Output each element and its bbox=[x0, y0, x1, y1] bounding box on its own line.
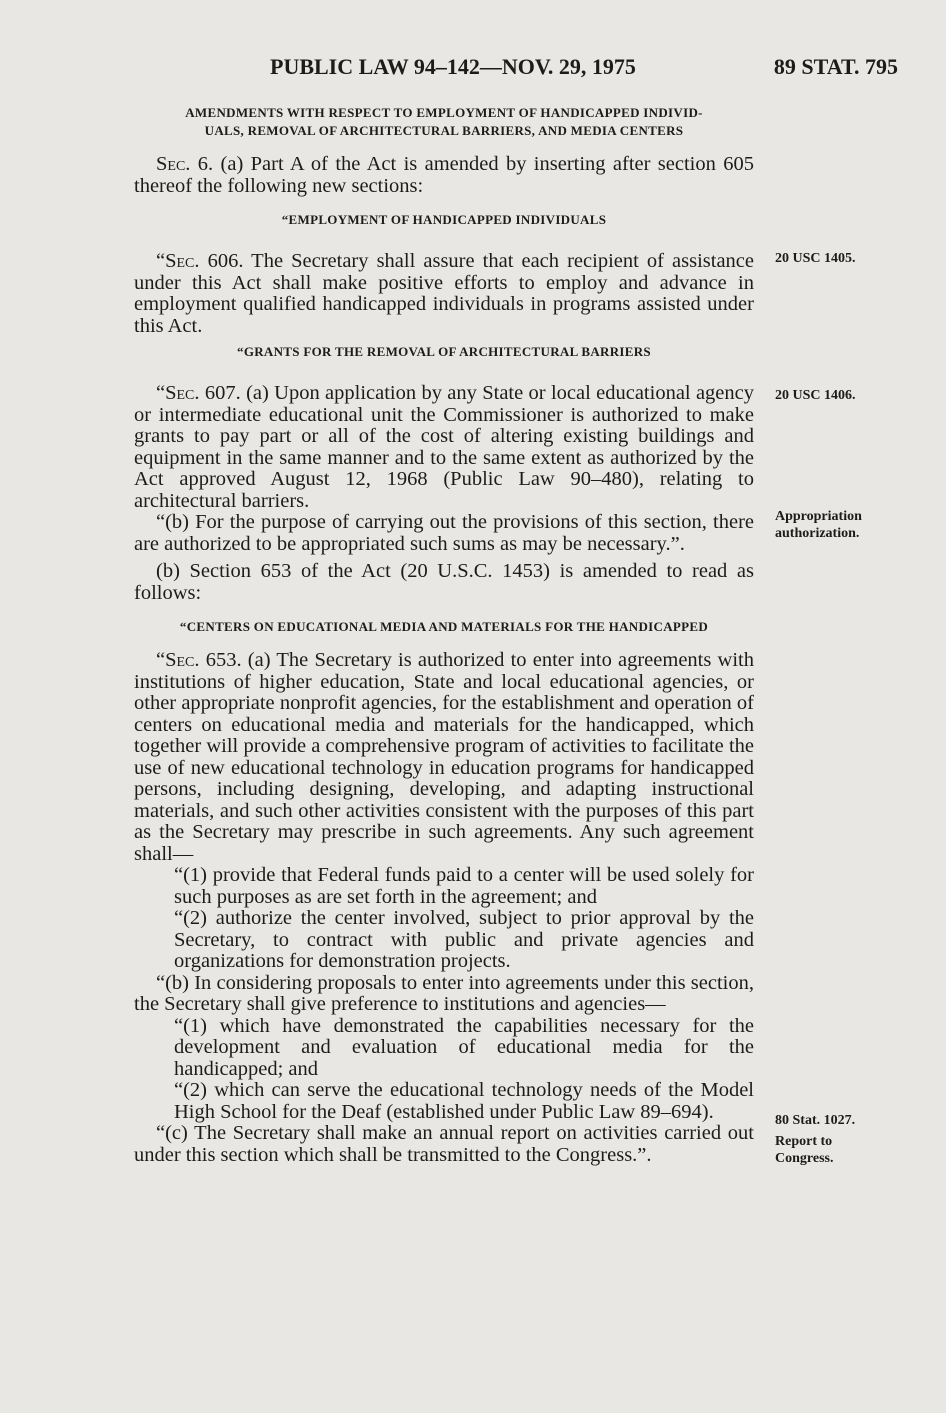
margin-note-line: Appropriation bbox=[775, 509, 862, 524]
paragraph-sec-653-b: “(b) In considering proposals to enter into agreements under this section, the Secretary shall give preference to institutions and agencies— bbox=[134, 971, 754, 1015]
heading-line-2: UALS, REMOVAL OF ARCHITECTURAL BARRIERS, AND MEDIA CENTERS bbox=[204, 123, 684, 138]
open-quote: “ bbox=[156, 382, 166, 404]
open-quote: “ bbox=[156, 250, 166, 272]
paragraph-sec-6-b: (b) Section 653 of the Act (20 U.S.C. 1453) is amended to read as follows: bbox=[134, 560, 754, 604]
paragraph-sec-653-b1: “(1) which have demonstrated the capabilities necessary for the development and evaluation of educational media for the handicapped; and bbox=[174, 1014, 754, 1080]
sec-label: Sec. bbox=[165, 382, 200, 404]
paragraph-sec-6 bbox=[134, 154, 754, 197]
page-header-stat: 89 STAT. 795 bbox=[773, 54, 898, 79]
margin-note-80-stat: 80 Stat. 1027. bbox=[775, 1113, 856, 1128]
margin-note-report bbox=[775, 1133, 833, 1167]
margin-note-line: Congress. bbox=[775, 1151, 834, 1166]
paragraph-sec-606 bbox=[134, 251, 754, 337]
section-heading-grants: “GRANTS FOR THE REMOVAL OF ARCHITECTURAL BARRIERS bbox=[237, 344, 651, 359]
section-heading-amendments bbox=[134, 104, 754, 140]
margin-note-20-usc-1405: 20 USC 1405. bbox=[775, 251, 856, 266]
paragraph-sec-653-a2: “(2) authorize the center involved, subject to prior approval by the Secretary, to contract with public and private agencies and organizations for demonstration projects. bbox=[174, 907, 754, 972]
sec-label: Sec. bbox=[165, 250, 200, 272]
margin-note-20-usc-1406: 20 USC 1406. bbox=[775, 388, 856, 403]
margin-note-appropriation bbox=[775, 508, 862, 542]
paragraph-text: 607. (a) Upon application by any State or local educational agency or intermediate educational unit the Commissioner is authorized to make grants to pay part or all of the cost of altering existing buildings and equipment in the same manner and to the same extent as authorized by the Act approved August 12, 1968 (Public Law 90–480), relating to architectural barriers. bbox=[134, 382, 754, 512]
margin-note-line: Report to bbox=[775, 1134, 833, 1149]
paragraph-text: 653. (a) The Secretary is authorized to enter into agreements with institutions of higher education, State and local educational agencies, or other appropriate nonprofit agencies, for the establishment and operation of centers on educational media and materials for the handicapped, which together will provide a comprehensive program of activities to facilitate the use of new educational technology in education programs for handicapped persons, including designing, developing, and adapting instructional materials, and such other activities consistent with the purposes of this part as the Secretary may prescribe in such agreements. Any such agreement shall— bbox=[134, 649, 754, 865]
heading-line-1: AMENDMENTS WITH RESPECT TO EMPLOYMENT OF HANDICAPPED INDIVID- bbox=[185, 105, 703, 120]
paragraph-sec-653 bbox=[134, 650, 754, 865]
paragraph-sec-653-a1: “(1) provide that Federal funds paid to a center will be used solely for such purposes as are set forth in the agreement; and bbox=[174, 864, 754, 908]
open-quote: “ bbox=[156, 649, 166, 671]
margin-note-line: authorization. bbox=[775, 526, 860, 541]
paragraph-sec-607 bbox=[134, 383, 754, 512]
page-header-title: PUBLIC LAW 94–142—NOV. 29, 1975 bbox=[270, 54, 636, 79]
paragraph-sec-607-b: “(b) For the purpose of carrying out the provisions of this section, there are authorized to be appropriated such sums as may be necessary.”. bbox=[134, 511, 754, 555]
paragraph-sec-653-c: “(c) The Secretary shall make an annual report on activities carried out under this section which shall be transmitted to the Congress.”. bbox=[134, 1122, 754, 1166]
section-heading-employment: “EMPLOYMENT OF HANDICAPPED INDIVIDUALS bbox=[281, 212, 607, 227]
section-heading-centers: “CENTERS ON EDUCATIONAL MEDIA AND MATERIALS FOR THE HANDICAPPED bbox=[179, 619, 709, 634]
paragraph-text: 606. The Secretary shall assure that each recipient of assistance under this Act shall make positive efforts to employ and advance in employment qualified handicapped individuals in programs assisted under this Act. bbox=[134, 250, 754, 337]
document-body bbox=[134, 104, 754, 1166]
sec-label: Sec. bbox=[156, 153, 191, 175]
paragraph-text: 6. (a) Part A of the Act is amended by inserting after section 605 thereof the following new sections: bbox=[134, 153, 754, 197]
paragraph-sec-653-b2: “(2) which can serve the educational technology needs of the Model High School for the Deaf (established under Public Law 89–694). bbox=[174, 1079, 754, 1123]
sec-label: Sec. bbox=[165, 649, 200, 671]
